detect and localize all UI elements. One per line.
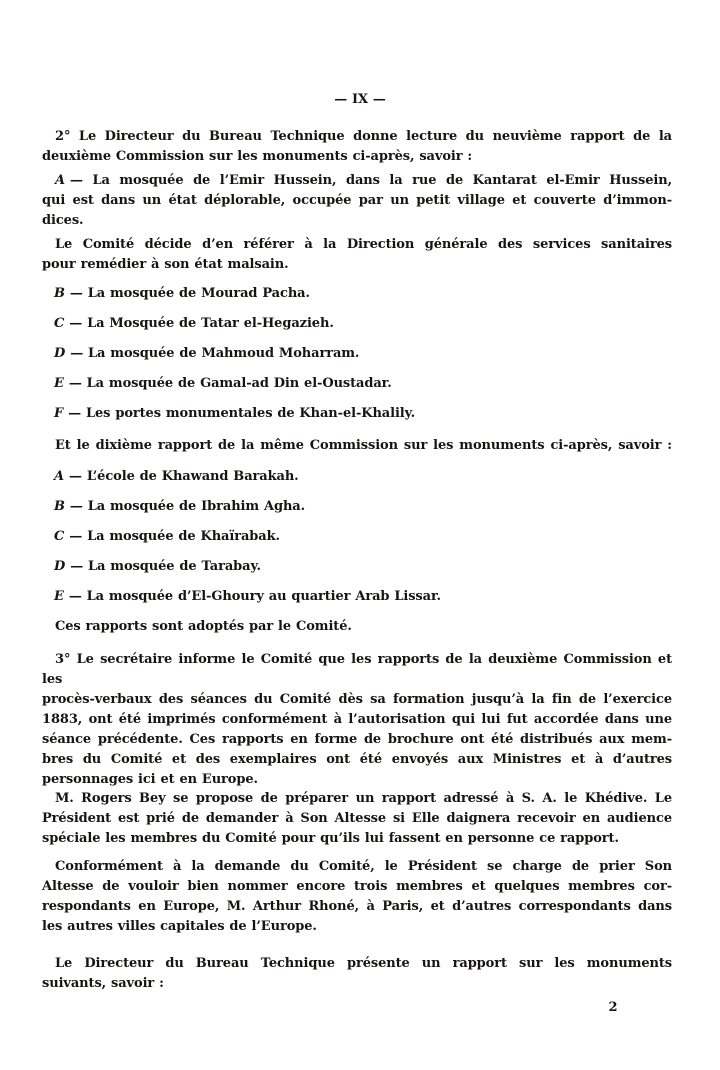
- list-letter: B: [54, 499, 65, 514]
- text-line: 2° Le Directeur du Bureau Technique donne lecture du neuvième rapport de la: [55, 129, 672, 144]
- text-line: suivants, savoir :: [42, 976, 164, 991]
- list-letter: E: [54, 589, 64, 604]
- text-line: M. Rogers Bey se propose de préparer un rapport adressé à S. A. le Khédive. Le: [55, 791, 672, 806]
- monument-list-tenth: [42, 467, 672, 617]
- list-item: [42, 404, 672, 424]
- list-item: [42, 284, 672, 304]
- list-letter: A: [55, 173, 65, 188]
- list-item: [42, 587, 672, 607]
- closing-paragraph: [42, 954, 672, 994]
- list-item: [42, 557, 672, 577]
- list-text: — L’école de Khawand Barakah.: [69, 469, 299, 484]
- text-line: 1883, ont été imprimés conformément à l’autorisation qui lui fut accordée dans une: [42, 712, 672, 727]
- list-text: — La mosquée de Gamal-ad Din el-Oustadar.: [68, 376, 392, 391]
- text-line: Le Directeur du Bureau Technique présente un rapport sur les monuments: [55, 956, 672, 971]
- list-text: — La mosquée de l’Emir Hussein, dans la rue de Kantarat el-Emir Hussein,: [70, 173, 672, 188]
- text-line: personnages ici et en Europe.: [42, 772, 258, 787]
- list-letter: B: [54, 286, 65, 301]
- list-text: — La mosquée de Ibrahim Agha.: [69, 499, 306, 514]
- list-item: [42, 497, 672, 517]
- text-line: Altesse de vouloir bien nommer encore trois membres et quelques membres cor-: [42, 879, 672, 894]
- text-line: respondants en Europe, M. Arthur Rhoné, à Paris, et d’autres correspondants dans: [42, 899, 672, 914]
- list-letter: D: [54, 346, 66, 361]
- list-text: — La mosquée d’El-Ghoury au quartier Arab Lissar.: [68, 589, 441, 604]
- monument-list-ninth: [42, 284, 672, 434]
- list-text: — Les portes monumentales de Khan-el-Khalily.: [68, 406, 416, 421]
- page-header: — IX —: [334, 92, 386, 107]
- list-text: — La mosquée de Tarabay.: [70, 559, 261, 574]
- text-line: dices.: [42, 213, 84, 228]
- list-item: [42, 467, 672, 487]
- list-letter: C: [54, 529, 65, 544]
- text-line: qui est dans un état déplorable, occupée par un petit village et couverte d’immon-: [42, 193, 672, 208]
- list-item: [42, 374, 672, 394]
- text-line: pour remédier à son état malsain.: [42, 257, 289, 272]
- paragraph-mosque-a: [42, 171, 672, 231]
- text-line: 3° Le secrétaire informe le Comité que les rapports de la deuxième Commission et les: [42, 652, 672, 687]
- list-text: — La mosquée de Mourad Pacha.: [69, 286, 310, 301]
- list-letter: A: [54, 469, 64, 484]
- list-text: — La mosquée de Mahmoud Moharram.: [70, 346, 360, 361]
- list-letter: F: [54, 406, 64, 421]
- page-number: 2: [608, 1000, 618, 1015]
- text-line: Et le dixième rapport de la même Commission sur les monuments ci-après, savoir :: [55, 438, 672, 453]
- list-text: — La mosquée de Khaïrabak.: [69, 529, 280, 544]
- text-line: deuxième Commission sur les monuments ci-après, savoir :: [42, 149, 473, 164]
- tenth-report-intro: [42, 436, 672, 456]
- text-line: Ces rapports sont adoptés par le Comité.: [55, 619, 352, 634]
- list-letter: D: [54, 559, 66, 574]
- paragraph-3: [42, 650, 672, 790]
- text-line: bres du Comité et des exemplaires ont été envoyés aux Ministres et à d’autres: [42, 752, 672, 767]
- committee-note: [42, 235, 672, 275]
- rogers-bey-paragraph: [42, 789, 672, 849]
- president-paragraph: [42, 857, 672, 937]
- list-item: [42, 527, 672, 547]
- text-line: Le Comité décide d’en référer à la Direction générale des services sanitaires: [55, 237, 672, 252]
- list-letter: E: [54, 376, 64, 391]
- text-line: Président est prié de demander à Son Altesse si Elle daignera recevoir en audience: [42, 811, 672, 826]
- list-item: [42, 344, 672, 364]
- text-line: Conformément à la demande du Comité, le Président se charge de prier Son: [55, 859, 672, 874]
- paragraph-2: [42, 127, 672, 167]
- text-line: séance précédente. Ces rapports en forme de brochure ont été distribués aux mem-: [42, 732, 672, 747]
- text-line: spéciale les membres du Comité pour qu’ils lui fassent en personne ce rapport.: [42, 831, 619, 846]
- text-line: [42, 171, 672, 191]
- text-line: procès-verbaux des séances du Comité dès sa formation jusqu’à la fin de l’exercice: [42, 692, 672, 707]
- list-text: — La Mosquée de Tatar el-Hegazieh.: [69, 316, 334, 331]
- adoption-note: [42, 617, 672, 637]
- list-letter: C: [54, 316, 65, 331]
- text-line: les autres villes capitales de l’Europe.: [42, 919, 317, 934]
- list-item: [42, 314, 672, 334]
